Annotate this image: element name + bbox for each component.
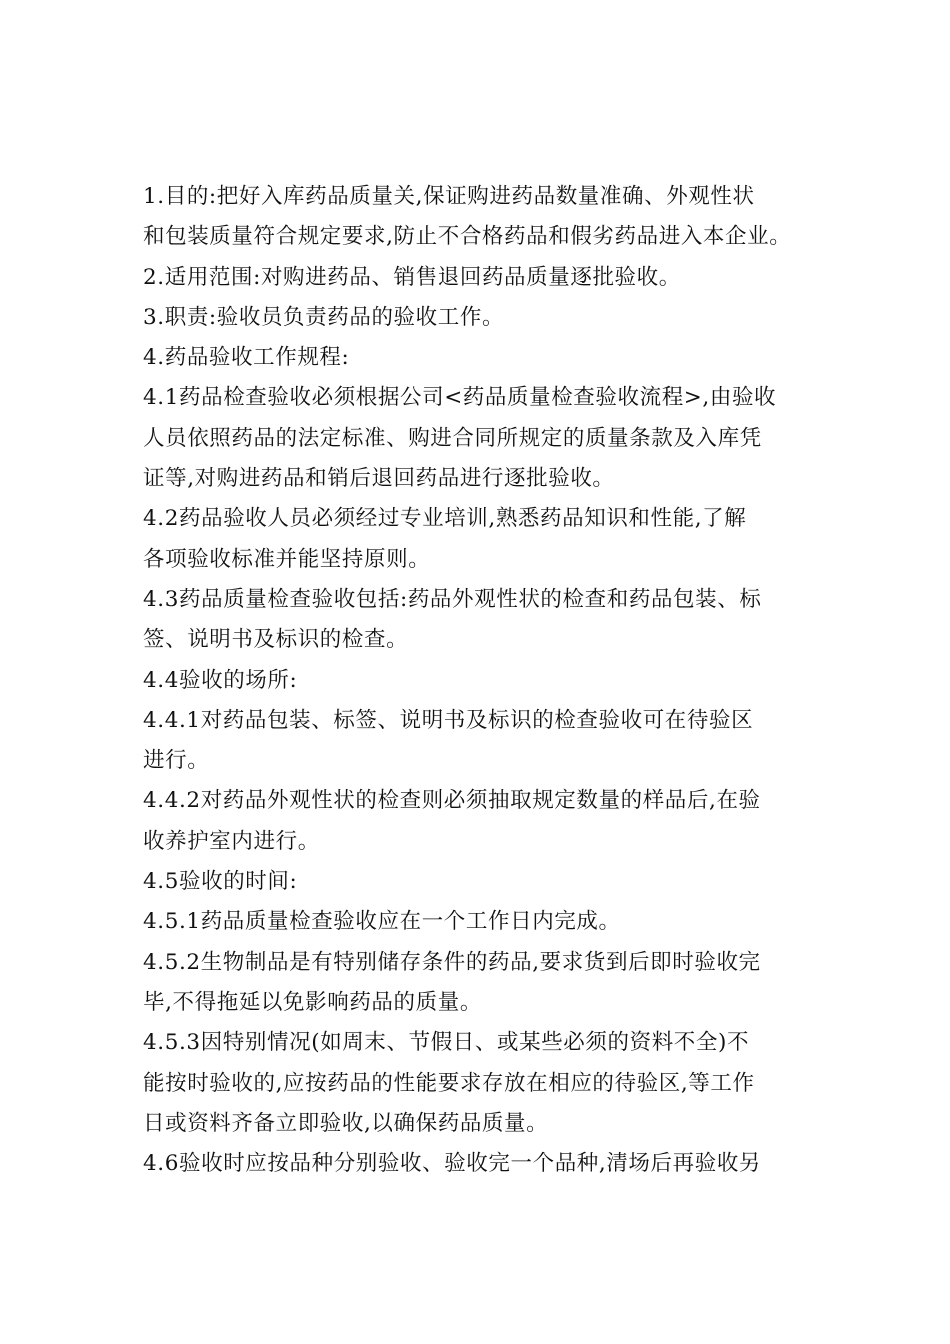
text-line: 2.适用范围:对购进药品、销售退回药品质量逐批验收。 (143, 264, 681, 290)
text-line: 毕,不得拖延以免影响药品的质量。 (143, 989, 482, 1015)
text-line: 4.3药品质量检查验收包括:药品外观性状的检查和药品包装、标 (143, 586, 762, 612)
text-line: 和包装质量符合规定要求,防止不合格药品和假劣药品进入本企业。 (143, 224, 792, 250)
document-body (143, 177, 823, 1184)
text-line: 4.5.2生物制品是有特别储存条件的药品,要求货到后即时验收完 (143, 949, 761, 975)
text-line: 4.2药品验收人员必须经过专业培训,熟悉药品知识和性能,了解 (143, 506, 747, 532)
text-line: 4.4验收的场所: (143, 667, 298, 693)
text-line: 1.目的:把好入库药品质量关,保证购进药品数量准确、外观性状 (143, 184, 755, 209)
text-line: 3.职责:验收员负责药品的验收工作。 (143, 304, 505, 330)
text-line: 能按时验收的,应按药品的性能要求存放在相应的待验区,等工作 (143, 1070, 755, 1096)
text-line: 4.5.3因特别情况(如周末、节假日、或某些必须的资料不全)不 (143, 1030, 750, 1056)
text-line: 4.药品验收工作规程: (143, 345, 350, 371)
text-line: 4.6验收时应按品种分别验收、验收完一个品种,清场后再验收另 (143, 1151, 762, 1177)
text-line: 4.5验收的时间: (143, 869, 298, 895)
text-line: 4.4.1对药品包装、标签、说明书及标识的检查验收可在待验区 (143, 707, 754, 733)
text-line: 收养护室内进行。 (143, 828, 320, 854)
text-line: 4.4.2对药品外观性状的检查则必须抽取规定数量的样品后,在验 (143, 788, 761, 814)
text-line: 证等,对购进药品和销后退回药品进行逐批验收。 (143, 466, 615, 492)
text-line: 4.5.1药品质量检查验收应在一个工作日内完成。 (143, 909, 621, 935)
text-line: 签、说明书及标识的检查。 (143, 627, 409, 653)
text-line: 进行。 (143, 748, 210, 774)
text-line: 4.1药品检查验收必须根据公司<药品质量检查验收流程>,由验收 (143, 385, 777, 411)
text-line: 日或资料齐备立即验收,以确保药品质量。 (143, 1110, 549, 1136)
text-line: 人员依照药品的法定标准、购进合同所规定的质量条款及入库凭 (143, 425, 762, 451)
text-line: 各项验收标准并能坚持原则。 (143, 546, 431, 572)
